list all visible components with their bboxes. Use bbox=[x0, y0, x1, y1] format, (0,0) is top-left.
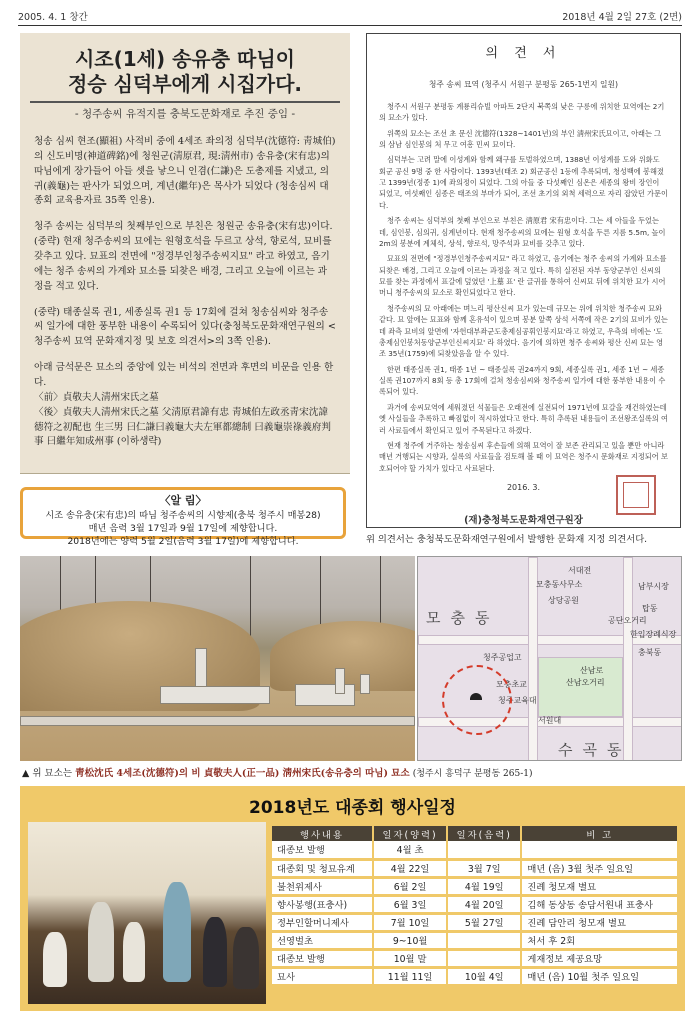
map-label: 충북동 bbox=[638, 648, 662, 657]
opinion-paragraph: 청주송씨의 묘 아래에는 며느리 평산신씨 묘가 있는데 규모는 위에 위치한 청주송씨 묘와 같다. 묘 앞에는 묘표와 함께 혼유석이 있으며 봉분 앞쪽 상석 서쪽에 작은 2기의 묘비가 있는데 좌측 묘비의 앞면에 '자헌대부좌군도총제심공휘인봉지묘'라고 하였고, 우측의 비에는 '도총제심인봉처동양군부인신씨지묘' 라 하였다. 음기에 의하면 청주 송씨와 평산 신씨 묘는 영조 35년(1759)에 되찾았음을 알 수 있다. bbox=[379, 303, 668, 359]
table-row bbox=[272, 913, 678, 931]
location-map bbox=[417, 556, 682, 761]
map-label: 한입장례식장 bbox=[630, 630, 677, 639]
notice-title: 〈알 림〉 bbox=[159, 494, 207, 507]
map-label: 상당공원 bbox=[548, 596, 579, 605]
notice-box bbox=[20, 487, 346, 548]
map-label: 청주공업고 bbox=[483, 653, 522, 662]
opinion-paragraph: 위쪽의 묘소는 조선 초 문신 沈德符(1328~1401년)의 부인 淸州宋氏묘이고, 아래는 그의 삼남 심인봉의 처 무고 여흥 민씨 묘이다. bbox=[379, 128, 662, 149]
opinion-paragraph: 청주시 서원구 분평동 계룡리슈빌 아파트 2단지 북쪽의 낮은 구릉에 위치한 묘역에는 2기의 묘소가 있다. bbox=[379, 101, 665, 123]
solar-date-cell: 10월 말 bbox=[373, 949, 447, 967]
schedule-header-note: 비 고 bbox=[521, 826, 678, 841]
map-label: 모충초교 bbox=[496, 680, 527, 689]
event-cell: 대종회 및 청묘유계 bbox=[272, 859, 373, 877]
map-label: 공단오거리 bbox=[608, 616, 647, 625]
lunar-date-cell: 10월 4일 bbox=[447, 967, 521, 985]
article-title-line1: 시조(1세) 송유충 따님이 bbox=[74, 47, 295, 71]
solar-date-cell: 7월 10일 bbox=[373, 913, 447, 931]
opinion-paragraph: 심덕부는 고려 말에 이성계와 함께 왜구를 토벌하였으며, 1388년 이성계를 도와 위화도 회군 공신 9명 중 한 사람이다. 1393년(태조 2) 회군공신 1등에 추록되며, 청성백에 봉해졌고 1399년(정종 1)에 좌의정이 되었다. 그의 아들 중 다섯째인 심온은 세종의 왕비 장인이 되었고, 여섯째인 심종은 태조의 부마가 되어, 조선 초기의 외척 세력으로 자리 잡았던 가문이다. bbox=[379, 155, 668, 210]
ceremony-person bbox=[43, 932, 67, 987]
map-label: 서원대 bbox=[538, 716, 562, 725]
article-subtitle: - 청주송씨 유적지를 충북도문화재로 추진 중임 - bbox=[74, 108, 296, 120]
solar-date-cell: 11월 11일 bbox=[373, 967, 447, 985]
epitaph-front: 〈前〉貞敬夫人淸州宋氏之墓 bbox=[34, 391, 159, 403]
small-tombstone bbox=[360, 674, 370, 694]
event-cell: 묘사 bbox=[272, 967, 373, 985]
opinion-issuer: (재)충청북도문화재연구원장 bbox=[464, 514, 583, 526]
schedule-section bbox=[20, 786, 685, 1011]
caption-highlight: 靑松沈氏 4세조(沈德符)의 비 貞敬夫人(正一品) 淸州宋氏(송유충의 따님) 묘소 bbox=[75, 768, 410, 779]
table-row bbox=[272, 967, 678, 985]
map-label: 남부시장 bbox=[638, 582, 669, 591]
solar-date-cell: 6월 3일 bbox=[373, 895, 447, 913]
stone-table bbox=[295, 684, 355, 706]
event-cell: 불천위제사 bbox=[272, 877, 373, 895]
lunar-date-cell bbox=[447, 931, 521, 949]
ceremony-person bbox=[88, 902, 114, 982]
opinion-paragraph: 청주 송씨는 심덕부의 첫째 부인으로 부친은 淸原君 宋有忠이다. 그는 세 아들을 두었는데, 심인봉, 심의귀, 심계년이다. 현재 청주송씨의 묘에는 원형 호석을 두른 지름 5.5m, 높이 2m의 봉분에 계체석, 상석, 향로석, 망주석과 묘비를 갖추고 있다. bbox=[379, 216, 666, 248]
article-paragraph: 청주 송씨는 심덕부의 첫째부인으로 부친은 청원군 송유충(宋有忠)이다. (중략) 현재 청주송씨의 묘에는 원형호석을 두르고 상석, 향로석, 묘비를 갖추고 있다. 묘표의 전면에 "정경부인청주송씨지묘" 라고 하였고, 음기에는 청주 송씨의 가계와 묘소를 되찾은 배경, 그리고 오늘에 이르는 과정을 적고 있다. bbox=[34, 221, 333, 292]
table-row bbox=[272, 841, 678, 859]
article-body bbox=[20, 121, 350, 450]
note-cell: 진례 담안리 청모재 별묘 bbox=[521, 913, 678, 931]
notice-line: 2018년에는 양력 5월 2일(음력 3월 17일)에 제향합니다. bbox=[67, 536, 299, 548]
note-cell bbox=[521, 841, 678, 859]
lunar-date-cell: 4월 19일 bbox=[447, 877, 521, 895]
event-cell: 향사봉행(표충사) bbox=[272, 895, 373, 913]
solar-date-cell: 9~10월 bbox=[373, 931, 447, 949]
opinion-paragraph: 한편 태종실록 권1, 태종 1년 ~ 태종실록 권24까지 9회, 세종실록 권1, 세종 1년 ~ 세종실록 권107까지 8회 등 총 17회에 걸쳐 청송심씨와 청주송씨 일가에 대한 풍부한 내용이 수록되어 있다. bbox=[379, 364, 666, 397]
table-row bbox=[272, 877, 678, 895]
tomb-location-circle bbox=[442, 665, 512, 735]
opinion-paragraph: 현재 청주에 거주하는 청송심씨 후손들에 의해 묘역이 잘 보존 관리되고 있을 뿐만 아니라 매년 거행되는 시향과, 실록의 사료들을 검토해 볼 때 이 묘역은 청주시 문화재로 지정되어 보호되어야 할 가치가 있다고 사료된다. bbox=[379, 440, 668, 473]
schedule-header-row bbox=[272, 826, 678, 841]
note-cell: 김해 동상동 송담서원내 표충사 bbox=[521, 895, 678, 913]
tombstone bbox=[195, 648, 207, 690]
note-cell: 매년 (음) 3월 첫주 일요일 bbox=[521, 859, 678, 877]
map-label: 산남로 bbox=[580, 666, 604, 675]
map-label: 산남오거리 bbox=[566, 678, 605, 687]
table-row bbox=[272, 949, 678, 967]
map-label: 탑동 bbox=[642, 604, 658, 613]
event-cell: 대종보 발행 bbox=[272, 949, 373, 967]
caption-address: (청주시 흥덕구 분평동 265-1) bbox=[412, 769, 533, 779]
stone-border bbox=[20, 716, 415, 726]
caption-lead: ▲ 위 묘소는 bbox=[22, 768, 73, 779]
event-cell: 대종보 발행 bbox=[272, 841, 373, 859]
ceremony-officiant bbox=[163, 882, 191, 982]
solar-date-cell: 4월 22일 bbox=[373, 859, 447, 877]
map-road bbox=[623, 557, 633, 761]
note-cell: 매년 (음) 10월 첫주 일요일 bbox=[521, 967, 678, 985]
schedule-header-solar: 일자(양력) bbox=[373, 826, 447, 841]
lunar-date-cell: 4월 20일 bbox=[447, 895, 521, 913]
schedule-header-event: 행사내용 bbox=[272, 826, 373, 841]
solar-date-cell: 4월 초 bbox=[373, 841, 447, 859]
map-label: 모충동 bbox=[426, 609, 500, 627]
ceremony-photo bbox=[28, 822, 266, 1004]
notice-line: 매년 음력 3월 17일과 9월 17일에 제향합니다. bbox=[88, 523, 278, 535]
small-tombstone bbox=[335, 668, 345, 694]
issue-info: 2018년 4월 2일 27호 (2면) bbox=[562, 12, 682, 23]
photo-caption bbox=[22, 765, 692, 779]
notice-line: 시조 송유충(宋有忠)의 따님 청주송씨의 시향제(충북 청주시 매봉28) bbox=[45, 510, 321, 522]
schedule-header-lunar: 일자(음력) bbox=[447, 826, 521, 841]
table-row bbox=[272, 931, 678, 949]
article-paragraph: 아래 금석문은 묘소의 중앙에 있는 비석의 전면과 후면의 비문을 인용 한다. bbox=[34, 362, 334, 389]
schedule-table bbox=[272, 826, 679, 987]
opinion-paragraph: 과거에 송씨묘역에 세워졌던 석물들은 오래전에 실전되어 1971년에 묘갈을 재건하였는데 옛 사실들을 추록하고 빠짐없이 적시하였다고 한다. 특히 추록된 내용들이 조선왕조실록의 여러 사료들에서 확인되고 있어 주목된다고 하겠다. bbox=[379, 402, 668, 435]
map-label: 모충동사무소 bbox=[536, 580, 583, 589]
article-title-line2: 정승 심덕부에게 시집가다. bbox=[67, 72, 303, 96]
official-seal-icon bbox=[616, 475, 656, 515]
founding-date: 2005. 4. 1 창간 bbox=[18, 12, 88, 23]
stone-table bbox=[160, 686, 270, 704]
map-label: 청주교육대 bbox=[498, 696, 537, 705]
table-row bbox=[272, 895, 678, 913]
opinion-document bbox=[366, 33, 681, 528]
lunar-date-cell: 3월 7일 bbox=[447, 859, 521, 877]
note-cell: 게재정보 제공요망 bbox=[521, 949, 678, 967]
note-cell: 진례 청모재 별묘 bbox=[521, 877, 678, 895]
lunar-date-cell bbox=[447, 949, 521, 967]
ceremony-person bbox=[203, 917, 227, 987]
opinion-paragraph: 묘표의 전면에 "정경부인청주송씨지묘" 라고 하였고, 음기에는 청주 송씨의 가계와 묘소를 되찾은 배경, 그리고 오늘에 이르는 과정을 적고 있다. 특히 실전된 자부 동양군부인 신씨의 묘를 찾는 과정에서 표갈에 덮였던 '上墓 표' 란 글귀를 통하여 신씨묘 뒤에 위치한 묘가 시어머니 청주송씨의 묘소로 확인되었다고 한다. bbox=[379, 254, 667, 298]
article-paragraph: (중략) 태종실록 권1, 세종실록 권1 등 17회에 걸쳐 청송심씨와 청주송씨 일가에 대한 풍부한 내용이 수록되어 있다(충청북도문화재연구원의 <청주송씨 묘역 문화재지정 및 보호 의견서>의 3쪽 인용). bbox=[34, 306, 336, 348]
opinion-subject: 청주 송씨 묘역 (청주시 서원구 분평동 265-1번지 일원) bbox=[428, 79, 619, 89]
lunar-date-cell: 5월 27일 bbox=[447, 913, 521, 931]
event-cell: 선영벌초 bbox=[272, 931, 373, 949]
note-cell: 처서 후 2회 bbox=[521, 931, 678, 949]
solar-date-cell: 6월 2일 bbox=[373, 877, 447, 895]
main-article bbox=[20, 33, 350, 474]
article-title bbox=[30, 47, 340, 103]
map-label: 서대전 bbox=[568, 566, 592, 575]
article-paragraph: 청송 심씨 현조(顯祖) 사적비 중에 4세조 좌의정 심덕부(沈德符: 靑城伯)의 신도비명(神道碑銘)에 청원군(淸原君, 現:淸州市) 송유충(宋有忠)의 따님에게 장가들어 아들 셋을 낳으니 인겸(仁謙)은 도총제를 지냈고, 의귀(義龜)는 판사가 되었으며, 계년(繼年)은 목사가 되었다 (청송심씨 대종회 교육용자료 35쪽 인용). bbox=[34, 136, 336, 207]
map-label: 수곡동 bbox=[558, 741, 632, 759]
table-row bbox=[272, 859, 678, 877]
lunar-date-cell bbox=[447, 841, 521, 859]
ceremony-person bbox=[123, 922, 145, 982]
schedule-title: 2018년도 대종회 행사일정 bbox=[249, 798, 456, 818]
opinion-caption: 위 의견서는 충청북도문화재연구원에서 발행한 문화재 지정 의견서다. bbox=[366, 534, 648, 545]
tomb-photo bbox=[20, 556, 415, 761]
tomb-marker-icon bbox=[470, 693, 482, 700]
newspaper-header bbox=[18, 6, 682, 26]
opinion-title: 의 견 서 bbox=[485, 46, 562, 61]
ceremony-person bbox=[233, 927, 259, 989]
event-cell: 정부인할머니제사 bbox=[272, 913, 373, 931]
epitaph-back: 〈後〉貞敬夫人淸州宋氏之墓 父淸原君諱有忠 靑城伯左政丞靑宋沈諱德符之初配也 生三男 曰仁謙曰義龜大夫左軍都總制 曰義龜崇祿義府判事 曰繼年知成州事 (이하생략) bbox=[34, 406, 331, 448]
opinion-date: 2016. 3. bbox=[506, 483, 541, 493]
